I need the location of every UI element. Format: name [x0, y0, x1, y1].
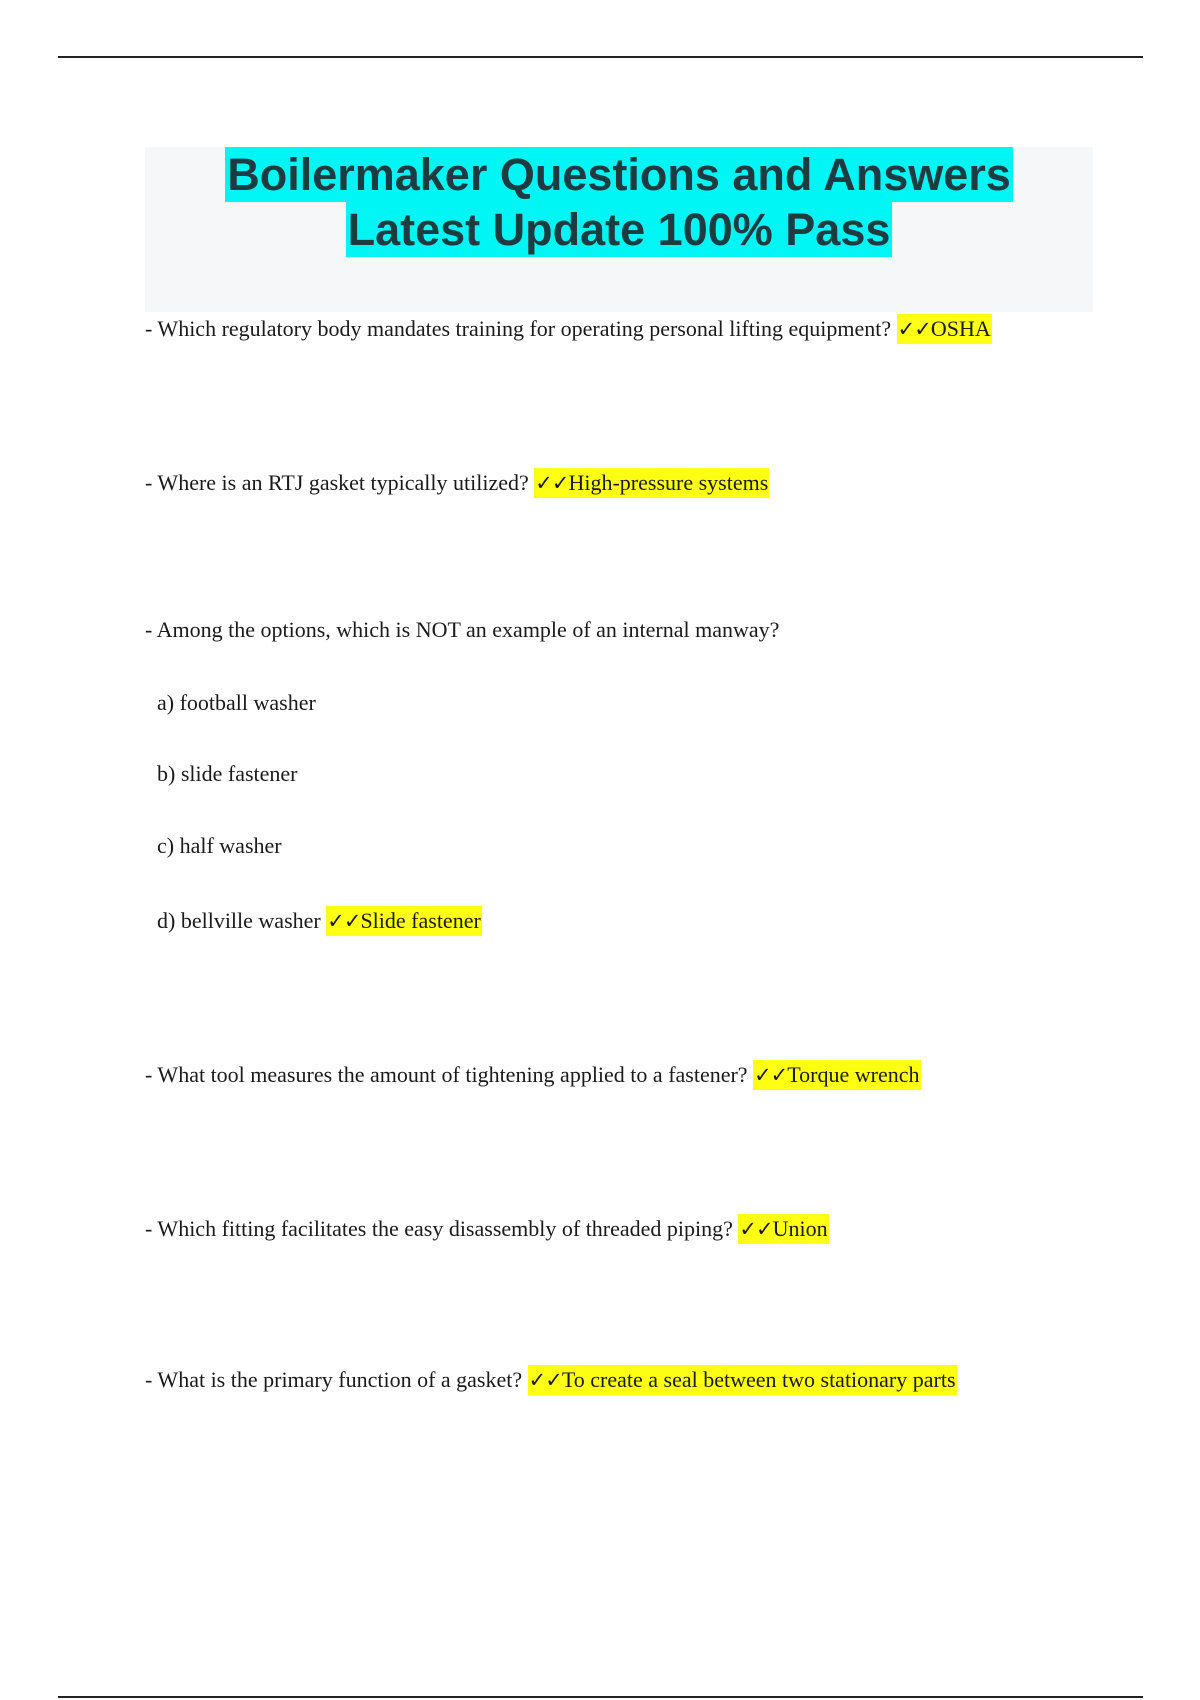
answer-text: Slide fastener	[360, 908, 481, 933]
title-block	[145, 147, 1093, 312]
double-check-icon: ✓✓	[327, 909, 361, 933]
title-line-1: Boilermaker Questions and Answers	[227, 149, 1011, 200]
option-c: c) half washer	[157, 833, 282, 858]
question-text: - Which fitting facilitates the easy disassembly of threaded piping?	[145, 1216, 733, 1241]
double-check-icon: ✓✓	[739, 1217, 773, 1241]
question-5	[145, 1214, 829, 1244]
question-text: - Among the options, which is NOT an example of an internal manway?	[145, 617, 780, 642]
answer-highlight	[897, 314, 992, 344]
option-b: b) slide fastener	[157, 761, 298, 786]
question-2	[145, 468, 769, 498]
question-4	[145, 1060, 921, 1090]
answer-text: OSHA	[930, 316, 991, 341]
question-text: - What is the primary function of a gasket?	[145, 1367, 523, 1392]
double-check-icon: ✓✓	[754, 1063, 788, 1087]
option-text: d) bellville washer	[157, 908, 321, 933]
question-1	[145, 314, 992, 344]
answer-highlight	[753, 1060, 920, 1090]
double-check-icon: ✓✓	[535, 471, 569, 495]
question-6	[145, 1365, 957, 1395]
answer-highlight	[326, 906, 482, 936]
option-d	[157, 906, 482, 936]
answer-highlight	[738, 1214, 828, 1244]
question-3	[145, 615, 779, 645]
answer-text: Union	[772, 1216, 828, 1241]
top-rule	[58, 56, 1143, 58]
question-text: - What tool measures the amount of tightening applied to a fastener?	[145, 1062, 748, 1087]
question-text: - Which regulatory body mandates training for operating personal lifting equipment?	[145, 316, 892, 341]
answer-text: Torque wrench	[787, 1062, 920, 1087]
answer-highlight	[534, 468, 769, 498]
answer-text: High-pressure systems	[568, 470, 769, 495]
answer-text: To create a seal between two stationary parts	[561, 1367, 956, 1392]
option-a: a) football washer	[157, 690, 316, 715]
question-text: - Where is an RTJ gasket typically utilized?	[145, 470, 529, 495]
answer-highlight	[528, 1365, 957, 1395]
title-line-2: Latest Update 100% Pass	[347, 204, 891, 255]
double-check-icon: ✓✓	[528, 1368, 562, 1392]
bottom-rule	[58, 1696, 1143, 1698]
double-check-icon: ✓✓	[897, 317, 931, 341]
